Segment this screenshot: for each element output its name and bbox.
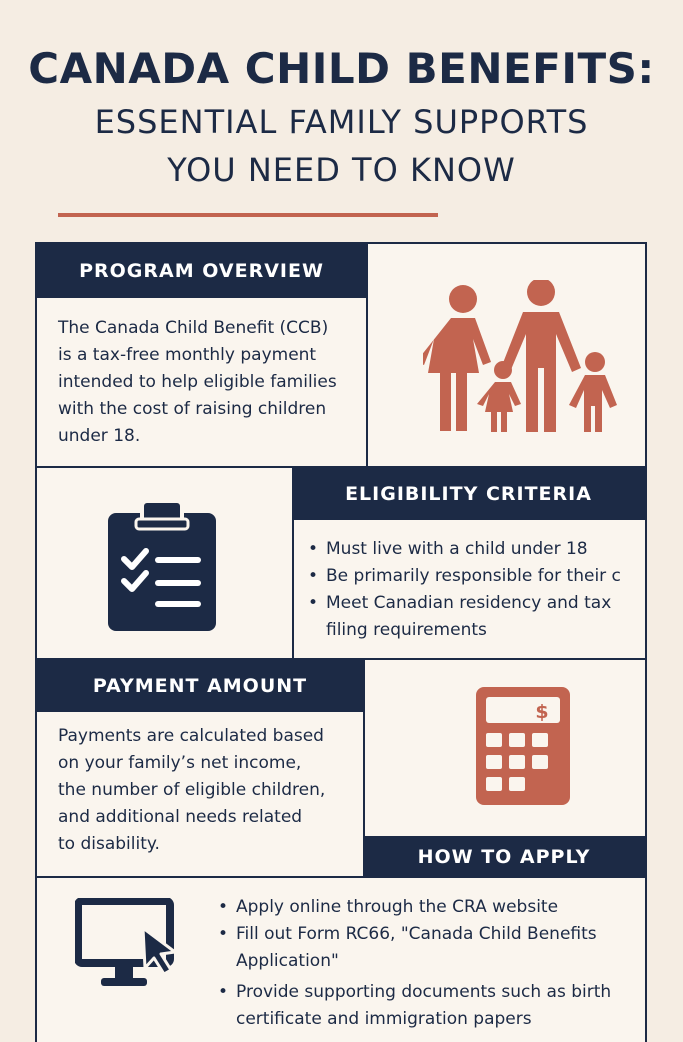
eligibility-heading: ELIGIBILITY CRITERIA (292, 468, 645, 520)
payment-heading: PAYMENT AMOUNT (37, 660, 363, 712)
computer-cursor-icon (75, 898, 179, 992)
apply-list (218, 894, 638, 1033)
title-divider (58, 213, 438, 217)
overview-text-line: under 18. (58, 426, 141, 446)
overview-text-line: The Canada Child Benefit (CCB) (58, 318, 329, 338)
list-item: • Provide supporting documents such as birth certificate and immigration papers (218, 979, 638, 1033)
overview-text-line: with the cost of raising children (58, 399, 327, 419)
family-icon (423, 280, 619, 432)
clipboard-checklist-icon (106, 497, 218, 633)
calculator-symbol: $ (535, 701, 549, 723)
overview-text-line: is a tax-free monthly payment (58, 345, 317, 365)
grid-divider (366, 244, 368, 468)
payment-text (58, 723, 358, 858)
payment-text-line: on your family’s net income, (58, 753, 302, 773)
list-item: • Be primarily responsible for their c (308, 563, 638, 590)
page-subtitle-line-2: YOU NEED TO KNOW (167, 151, 516, 189)
list-item: • Must live with a child under 18 (308, 536, 638, 563)
apply-heading: HOW TO APPLY (363, 836, 645, 878)
eligibility-list (308, 536, 638, 644)
list-item: • Fill out Form RC66, "Canada Child Benefits Application" (218, 921, 638, 975)
payment-text-line: the number of eligible children, (58, 780, 326, 800)
page-subtitle-line-1: ESSENTIAL FAMILY SUPPORTS (94, 103, 589, 141)
overview-text (58, 315, 358, 450)
overview-text-line: intended to help eligible families (58, 372, 337, 392)
payment-text-line: to disability. (58, 834, 160, 854)
info-grid (35, 242, 647, 1042)
payment-text-line: Payments are calculated based (58, 726, 324, 746)
payment-text-line: and additional needs related (58, 807, 303, 827)
overview-heading: PROGRAM OVERVIEW (37, 244, 366, 298)
page-title: CANADA CHILD BENEFITS: (28, 44, 655, 93)
list-item: • Meet Canadian residency and tax filing requirements (308, 590, 638, 644)
title-block (0, 40, 683, 194)
list-item: • Apply online through the CRA website (218, 894, 638, 921)
calculator-icon (474, 685, 572, 807)
